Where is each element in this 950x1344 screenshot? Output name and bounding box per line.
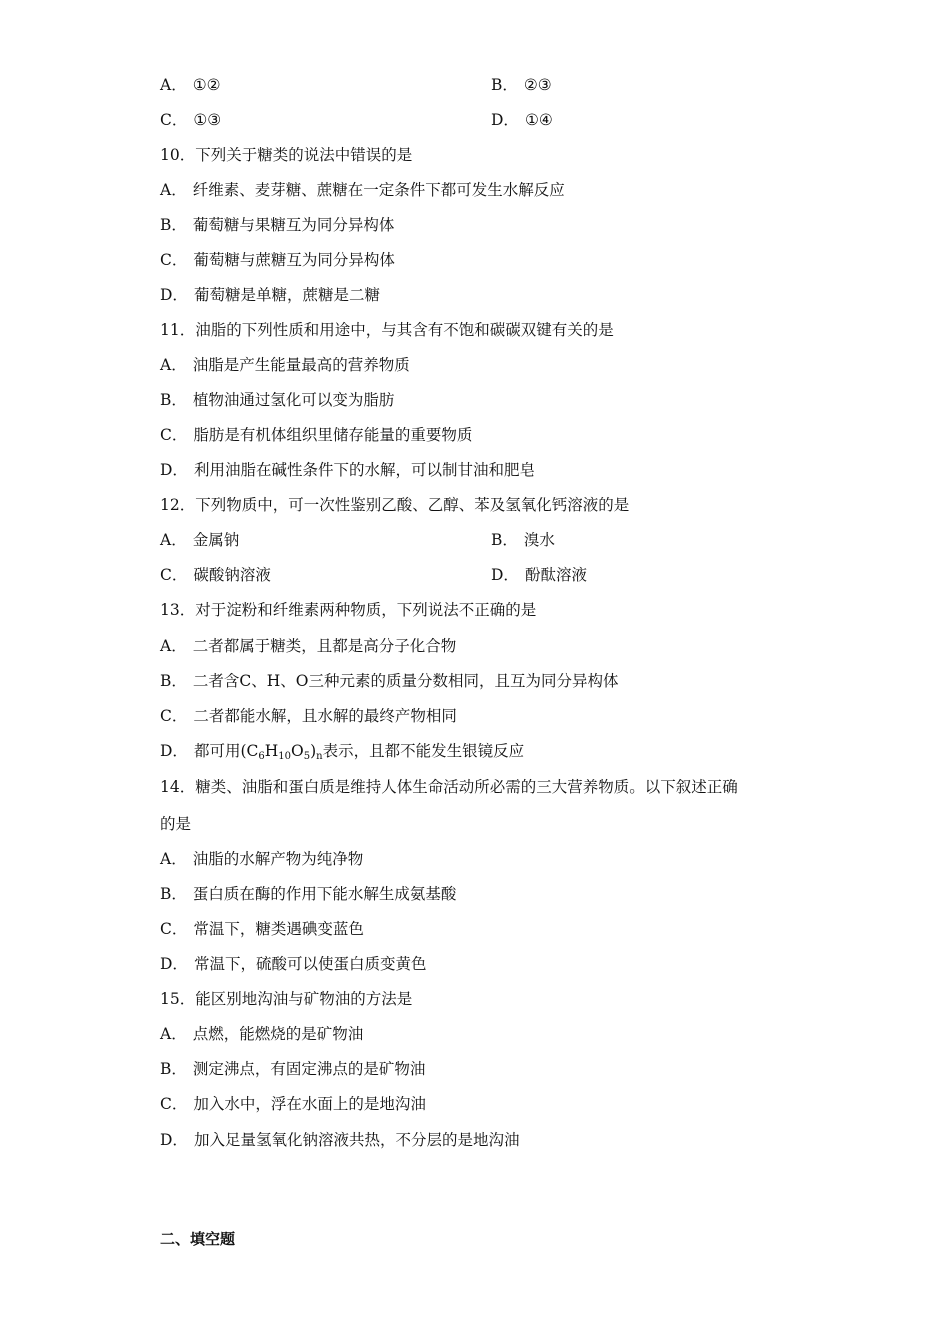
q9-option-a [160,75,221,95]
q11-option-b [160,390,394,410]
option-text: 葡萄糖与果糖互为同分异构体 [192,216,395,234]
option-text: 常温下，糖类遇碘变蓝色 [193,920,364,938]
option-text: 脂肪是有机体组织里储存能量的重要物质 [193,426,473,444]
option-label: A． [160,1025,187,1043]
q15-option-c [160,1094,426,1114]
option-text: 常温下，硫酸可以使蛋白质变黄色 [193,955,427,973]
option-label: C． [160,251,188,269]
q15-option-d [160,1130,519,1150]
option-text: 利用油脂在碱性条件下的水解，可以制甘油和肥皂 [193,461,535,479]
option-text: ①② [192,76,221,94]
option-label: C． [160,707,188,725]
q12-option-d [491,565,587,585]
option-label: D． [491,111,519,129]
option-text: 表示，且都不能发生银镜反应 [322,742,525,760]
section-heading-fill-in: 二、填空题 [160,1230,236,1248]
option-text: 点燃，能燃烧的是矿物油 [192,1025,364,1043]
option-text: 蛋白质在酶的作用下能水解生成氨基酸 [192,885,457,903]
q9-option-d [491,110,553,130]
option-text: 酚酞溶液 [524,566,587,584]
q10-option-d [160,285,380,305]
option-label: B． [491,76,518,94]
option-text: 纤维素、麦芽糖、蔗糖在一定条件下都可发生水解反应 [192,181,565,199]
option-text: 金属钠 [192,531,240,549]
q14-stem-continued: 的是 [160,815,192,833]
option-label: A． [160,356,187,374]
q10-option-b [160,215,394,235]
option-text: 测定沸点，有固定沸点的是矿物油 [192,1060,426,1078]
q10-option-c [160,250,395,270]
option-text: ①③ [193,111,222,129]
q15-option-b [160,1059,425,1079]
option-text: 二者含C、H、O三种元素的质量分数相同，且互为同分异构体 [192,672,619,690]
q10-stem: 10．下列关于糖类的说法中错误的是 [160,146,413,164]
option-label: D． [491,566,519,584]
option-text: ①④ [524,111,553,129]
option-label: D． [160,1131,188,1149]
option-text: 葡萄糖是单糖，蔗糖是二糖 [193,286,380,304]
option-label: C． [160,920,188,938]
option-text: 二者都能水解，且水解的最终产物相同 [193,707,457,725]
option-label: A． [160,531,187,549]
option-text: 油脂是产生能量最高的营养物质 [192,356,410,374]
option-label: C． [160,1095,188,1113]
q10-option-a [160,180,565,200]
option-label: D． [160,742,188,760]
q12-option-b [491,530,555,550]
q15-stem: 15．能区别地沟油与矿物油的方法是 [160,990,413,1008]
q12-stem: 12．下列物质中，可一次性鉴别乙酸、乙醇、苯及氢氧化钙溶液的是 [160,496,630,514]
q12-option-c [160,565,271,585]
option-label: A． [160,637,187,655]
option-label: A． [160,850,187,868]
q15-option-a [160,1024,363,1044]
option-text: 二者都属于糖类，且都是高分子化合物 [192,637,457,655]
option-label: A． [160,181,187,199]
q14-option-d [160,954,426,974]
option-text: 碳酸钠溶液 [193,566,271,584]
option-text: 加入水中，浮在水面上的是地沟油 [193,1095,426,1113]
q13-option-b [160,671,618,691]
option-label: C． [160,426,188,444]
option-label: C． [160,111,188,129]
q11-option-d [160,460,535,480]
option-label: B． [160,1060,187,1078]
q13-stem: 13．对于淀粉和纤维素两种物质，下列说法不正确的是 [160,601,537,619]
q13-option-a [160,636,456,656]
q9-option-c [160,110,221,130]
option-text: 植物油通过氢化可以变为脂肪 [192,391,395,409]
q9-option-b [491,75,552,95]
q14-option-b [160,884,456,904]
q12-option-a [160,530,239,550]
option-label: D． [160,955,188,973]
q11-option-c [160,425,472,445]
option-label: C． [160,566,188,584]
option-text: 葡萄糖与蔗糖互为同分异构体 [193,251,395,269]
option-label: B． [160,672,187,690]
option-label: B． [160,216,187,234]
option-label: B． [491,531,518,549]
option-label: B． [160,885,187,903]
option-text: 溴水 [523,531,555,549]
q14-option-a [160,849,363,869]
q13-option-d [160,741,524,761]
option-label: D． [160,461,188,479]
option-text: 加入足量氢氧化钠溶液共热，不分层的是地沟油 [193,1131,520,1149]
option-label: D． [160,286,188,304]
q11-option-a [160,355,410,375]
option-label: A． [160,76,187,94]
formula-text: 都可用$(C_6H_{10}O_5)_n$ [193,742,323,762]
option-text: 油脂的水解产物为纯净物 [192,850,364,868]
q13-option-c [160,706,457,726]
q11-stem: 11．油脂的下列性质和用途中，与其含有不饱和碳碳双键有关的是 [160,321,614,339]
q14-stem: 14．糖类、油脂和蛋白质是维持人体生命活动所必需的三大营养物质。以下叙述正确 [160,778,738,796]
q14-option-c [160,919,364,939]
option-text: ②③ [523,76,552,94]
option-label: B． [160,391,187,409]
